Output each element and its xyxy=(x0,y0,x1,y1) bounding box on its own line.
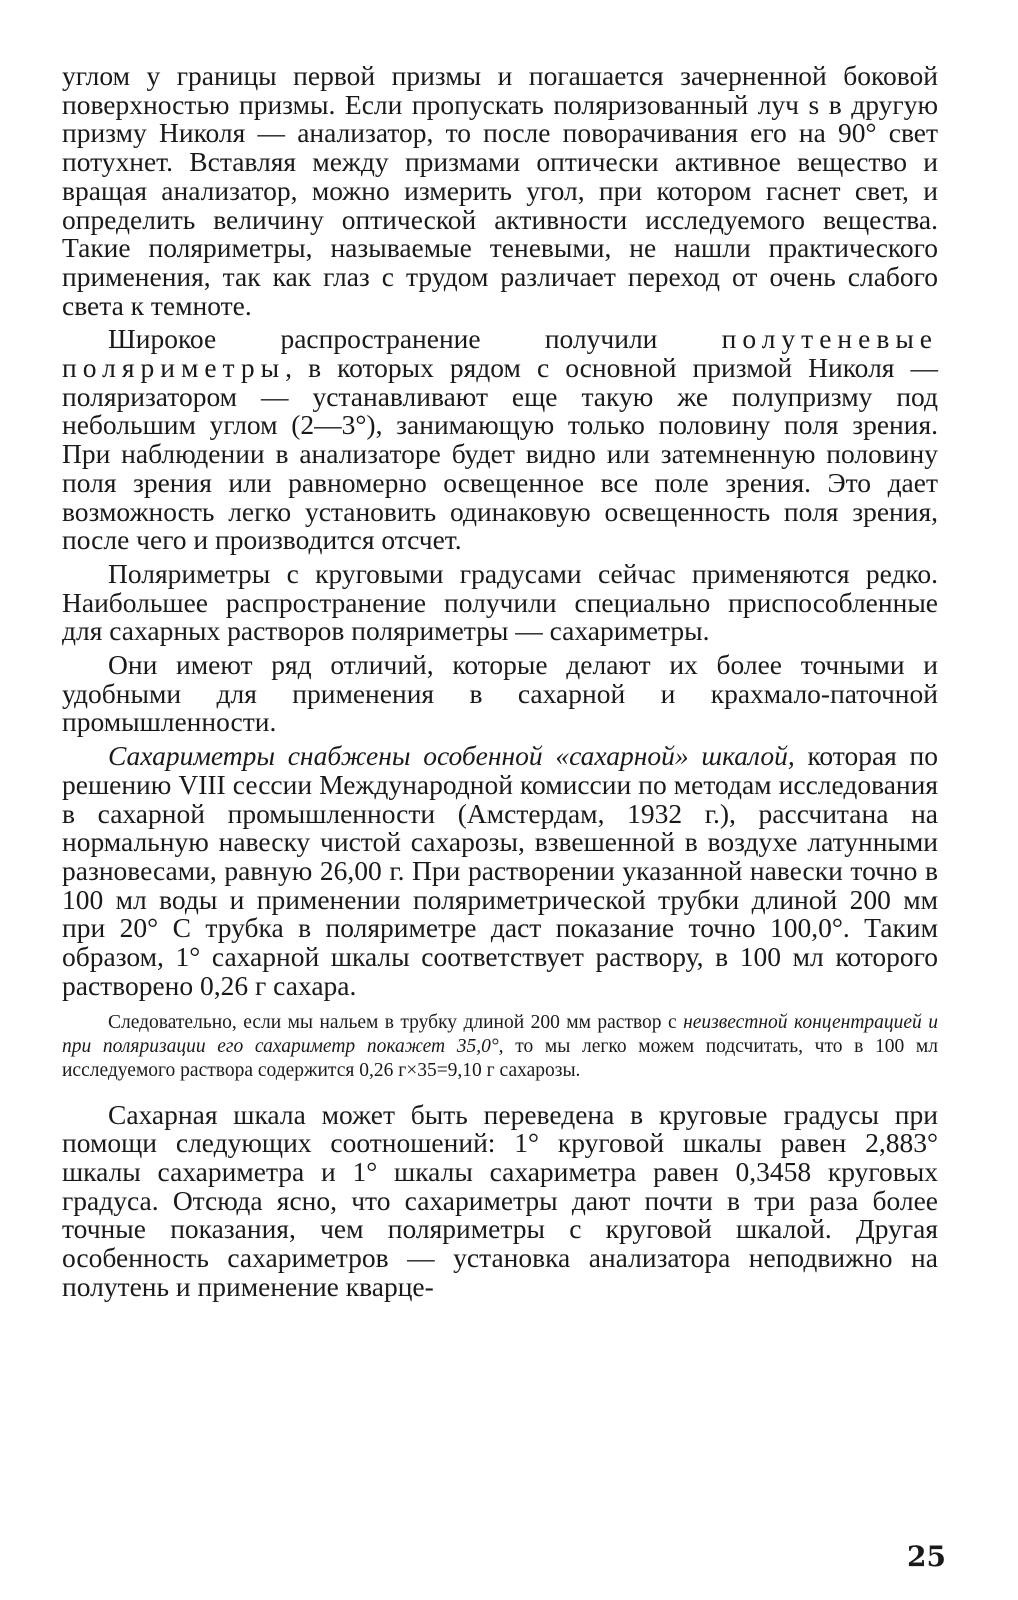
paragraph-circular-degrees: Поляриметры с круговыми градусами сейчас применяются редко. Наибольшее распространение получили специально приспособленные для сахарных растворов поляриметры — сахариметры. xyxy=(62,557,938,647)
paragraph-continuation: углом у границы первой призмы и погашается зачерненной боковой поверхностью призмы. Если пропускать поляризованный луч s в другую призму Николя — анализатор, то после поворачивания его на 90° свет потухнет. Вставляя между призмами оптически активное вещество и вращая анализатор, можно измерить угол, при котором гаснет свет, и определить величину оптической активности исследуемого вещества. Такие поляриметры, называемые теневыми, не нашли практического применения, так как глаз с трудом различает переход от очень слабого света к темноте. xyxy=(62,60,938,321)
paragraph-sugar-scale xyxy=(62,742,938,1000)
paragraph-conversion: Сахарная шкала может быть переведена в круговые градусы при помощи следующих соотношений: 1° круговой шкалы равен 2,883° шкалы сахариметра и 1° шкалы сахариметра равен 0,3458 круговых градуса. Отсюда ясно, что сахариметры дают почти в три раза более точные показания, чем поляриметры с круговой шкалой. Другая особенность сахариметров — установка анализатора неподвижно на полутень и применение кварце- xyxy=(62,1098,938,1302)
note-example xyxy=(62,1011,938,1083)
note-italic: неизвестной концентрацией и при поляризации его сахариметр покажет 35,0°, xyxy=(62,1011,938,1057)
page-body xyxy=(62,62,938,1306)
page-number: 25 xyxy=(907,1540,946,1573)
p5-rest: которая по решению VIII сессии Международной комиссии по методам исследования в сахарной промышленности (Амстердам, 1932 г.), рассчитана на нормальную навеску чистой сахарозы, взвешенной в воздухе латунными разновесами, равную 26,00 г. При растворении указанной навески точно в 100 мл воды и применении поляриметрической трубки длиной 200 мм при 20° С трубка в поляриметре даст показание точно 100,0°. Таким образом, 1° сахарной шкалы соответствует раствору, в 100 мл которого растворено 0,26 г сахара. xyxy=(62,740,938,1001)
p2-end: , в которых рядом с основной призмой Николя — поляризатором — устанавливают еще такую же полупризму под небольшим углом (2—3°), занимающую только половину поля зрения. При наблюдении в анализаторе будет видно или затемненную половину поля зрения или равномерно освещенное все поле зрения. Это дает возможность легко установить одинаковую освещенность поля зрения, после чего и производится отсчет. xyxy=(62,352,938,556)
paragraph-differences: Они имеют ряд отличий, которые делают их более точными и удобными для применения в сахарной и крахмало-паточной промышленности. xyxy=(62,649,938,738)
p2-start: Широкое распространение получили xyxy=(108,323,722,355)
note-end: то мы легко можем подсчитать, что в 100 мл исследуемого раствора содержится 0,26 г×35=9,10 г сахарозы. xyxy=(62,1035,938,1081)
paragraph-half-shade-polarimeters xyxy=(62,325,938,555)
p2-spaced-term: полутеневые поляриметры xyxy=(62,323,938,384)
p5-italic-lead: Сахариметры снабжены особенной «сахарной» шкалой, xyxy=(108,740,795,772)
note-start: Следовательно, если мы нальем в трубку длиной 200 мм раствор с xyxy=(108,1011,684,1033)
